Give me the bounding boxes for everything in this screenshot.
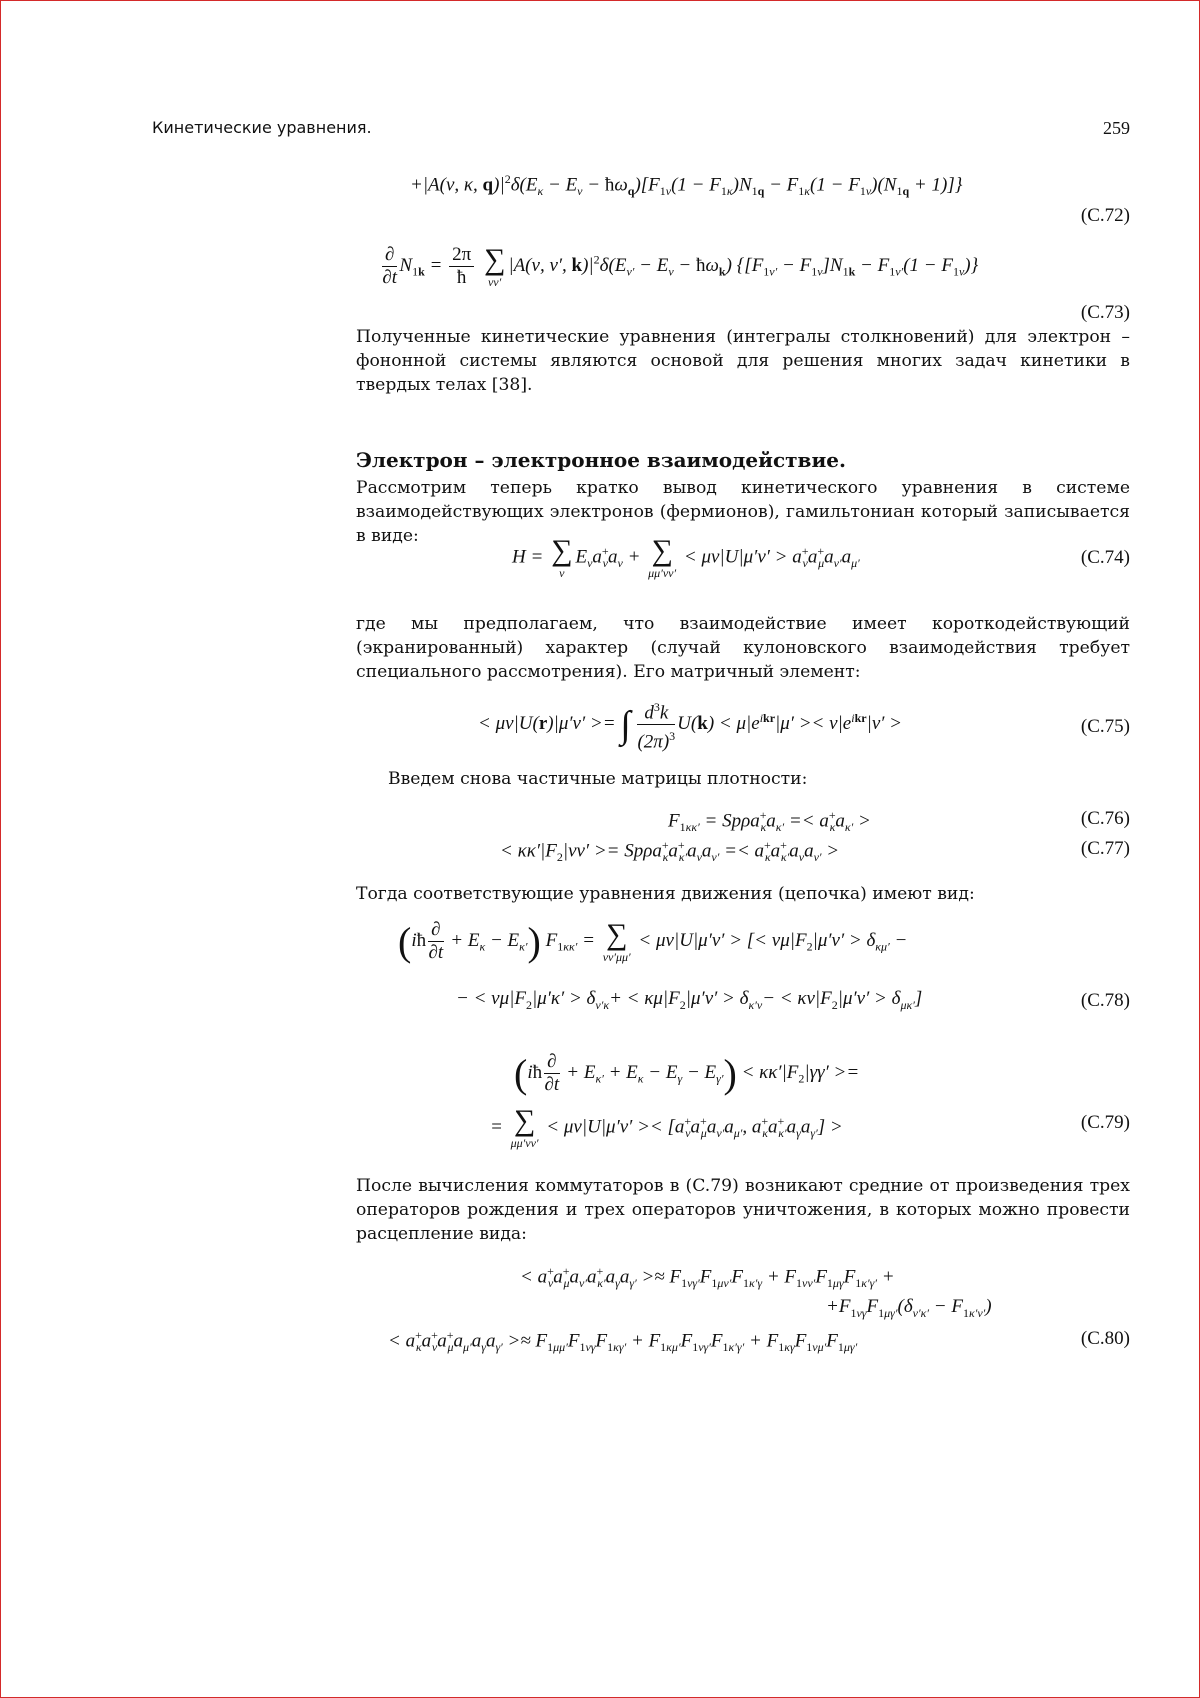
equation-c79-line2: = ∑ μμ′νν′ < $\mu\nu|U|\mu'\nu' >< [a^+_\nu a^+_\mu a_{\nu'}a_{\mu'}$, $a^+_\kappa a^+_{\kappa'}a_\gamma a_{\gamma'}$] > <box>490 1104 843 1150</box>
equation-number-c75: (C.75) <box>1080 716 1130 737</box>
section-title: Электрон – электронное взаимодействие. <box>356 448 846 472</box>
equation-c75: < μν|U(r)|μ′ν′ >= ∫ $\frac{d^3k}{(2\pi)^3}$ $U(k) < \mu|e^{ikr}|\mu' >< \nu|e^{ikr}|\nu'$ > <box>478 696 902 754</box>
equation-c76: $F_{1\kappa\kappa'} = Sp\rho a^+_\kappa a_{\kappa'} =< a^+_\kappa a_{\kappa'}$ > <box>668 808 871 835</box>
equation-c78-line2: − < $\nu\mu|F_2|\mu'\kappa' > \delta_{\nu'\kappa}+ < \kappa\mu|F_2|\mu'\nu' > \delta_{\kappa'\nu}- < \kappa\nu|F_2|\mu'\nu' > \delta_{\mu\kappa'}$] <box>456 988 923 1012</box>
paragraph-density-matrices: Введем снова частичные матрицы плотности: <box>388 769 808 789</box>
equation-c73: $\frac{\partial}{\partial t}$ $N_{1k}$ = $\frac{2\pi}{ħ}$ ∑ νν′ |A(ν, ν′, $k)|^2\delta(E_{\nu'} - E_\nu$ − $ħ\omega_k$) $\{[F_{1\nu'} - F_{1\nu}]N_{1k} - F_{1\nu'}(1 - F_{1\nu})\}$ <box>382 242 979 289</box>
equation-number-c74: (C.74) <box>1080 547 1130 568</box>
paragraph-hamiltonian-intro: Рассмотрим теперь кратко вывод кинетического уравнения в системе взаимодействующих электронов (фермионов), гамильтониан который записывается в виде: <box>356 478 1130 546</box>
equation-c74: H = ∑ ν $E_\nu a^+_\nu a_\nu$ + ∑ μμ′νν′ < $\mu\nu|U|\mu'\nu' > a^+_\nu a^+_\mu a_{\nu'}a_{\mu'}$ <box>512 534 860 580</box>
equation-c80-line3: < $a^+_\kappa a^+_\nu a^+_\mu a_{\mu'}a_\gamma a_{\gamma'} >\approx F_{1\mu\mu'}F_{1\nu\gamma}F_{1\kappa\gamma'} + F_{1\kappa\mu'}F_{1\nu\gamma'}F_{1\kappa'\gamma'} + F_{1\kappa\gamma}F_{1\nu\mu'}F_{1\mu\gamma'}$ <box>388 1328 858 1355</box>
equation-number-c77: (C.77) <box>1080 838 1130 859</box>
paragraph-collision-integrals: Полученные кинетические уравнения (интегралы столкновений) для электрон – фононной системы являются основой для решения многих задач кинетики в твердых телах [38]. <box>356 327 1130 395</box>
page-number: 259 <box>1103 118 1130 138</box>
equation-number-c79: (C.79) <box>1080 1112 1130 1133</box>
equation-c77: < $\kappa\kappa'|F_2|\nu\nu' >= Sp\rho a^+_\kappa a^+_{\kappa'}a_\nu a_{\nu'} =< a^+_\kappa a^+_{\kappa'}a_\nu a_{\nu'}$ > <box>500 838 840 865</box>
equation-c78-line1: (iħ $\frac{\partial}{\partial t}$ + $E_\kappa - E_{\kappa'}$) $F_{1\kappa\kappa'}$ = ∑ νν′μμ′ < μν|U|μ′ν′ > [< $\nu\mu|F_2|\mu'\nu' > \delta_{\kappa\mu'}$ − <box>398 917 908 964</box>
equation-c72: +|A(ν, κ, $q)|^2\delta(E_\kappa - E_\nu$ − $ħ\omega_q)[F_{1\nu}(1 - F_{1\kappa})N_{1q} - F_{1\kappa}(1 - F_{1\nu})(N_{1q} + 1)]$} <box>410 172 963 199</box>
paragraph-short-range-interaction: где мы предполагаем, что взаимодействие имеет короткодействующий (экранированный) характер (случай кулоновского взаимодействия требует специального рассмотрения). Его матричный элемент: <box>356 614 1130 682</box>
equation-number-c78: (C.78) <box>1080 990 1130 1011</box>
equation-number-c76: (C.76) <box>1080 808 1130 829</box>
paragraph-decoupling: После вычисления коммутаторов в (C.79) возникают средние от произведения трех операторов рождения и трех операторов уничтожения, в которых можно провести расцепление вида: <box>356 1176 1130 1244</box>
equation-number-c72: (C.72) <box>1080 205 1130 226</box>
running-title: Кинетические уравнения. <box>152 118 372 137</box>
equation-c80-line1: < $a^+_\nu a^+_\mu a_{\nu'}a^+_{\kappa'}a_\gamma a_{\gamma'} >\approx F_{1\nu\gamma'}F_{1\mu\nu'}F_{1\kappa'\gamma} + F_{1\nu\nu'}F_{1\mu\gamma}F_{1\kappa'\gamma'}$ + <box>520 1264 895 1291</box>
paragraph-equations-of-motion: Тогда соответствующие уравнения движения (цепочка) имеют вид: <box>356 884 975 904</box>
equation-c79-line1: (iħ $\frac{\partial}{\partial t}$ + $E_{\kappa'} + E_\kappa - E_\gamma - E_{\gamma'}) < \kappa\kappa'|F_2|\gamma\gamma'$ >= <box>514 1051 860 1096</box>
equation-number-c80: (C.80) <box>1080 1328 1130 1349</box>
equation-c80-line2: $+F_{1\nu\gamma}F_{1\mu\gamma'}(\delta_{\nu'\kappa'} - F_{1\kappa'\nu'})$ <box>826 1296 992 1320</box>
equation-number-c73: (C.73) <box>1080 302 1130 323</box>
